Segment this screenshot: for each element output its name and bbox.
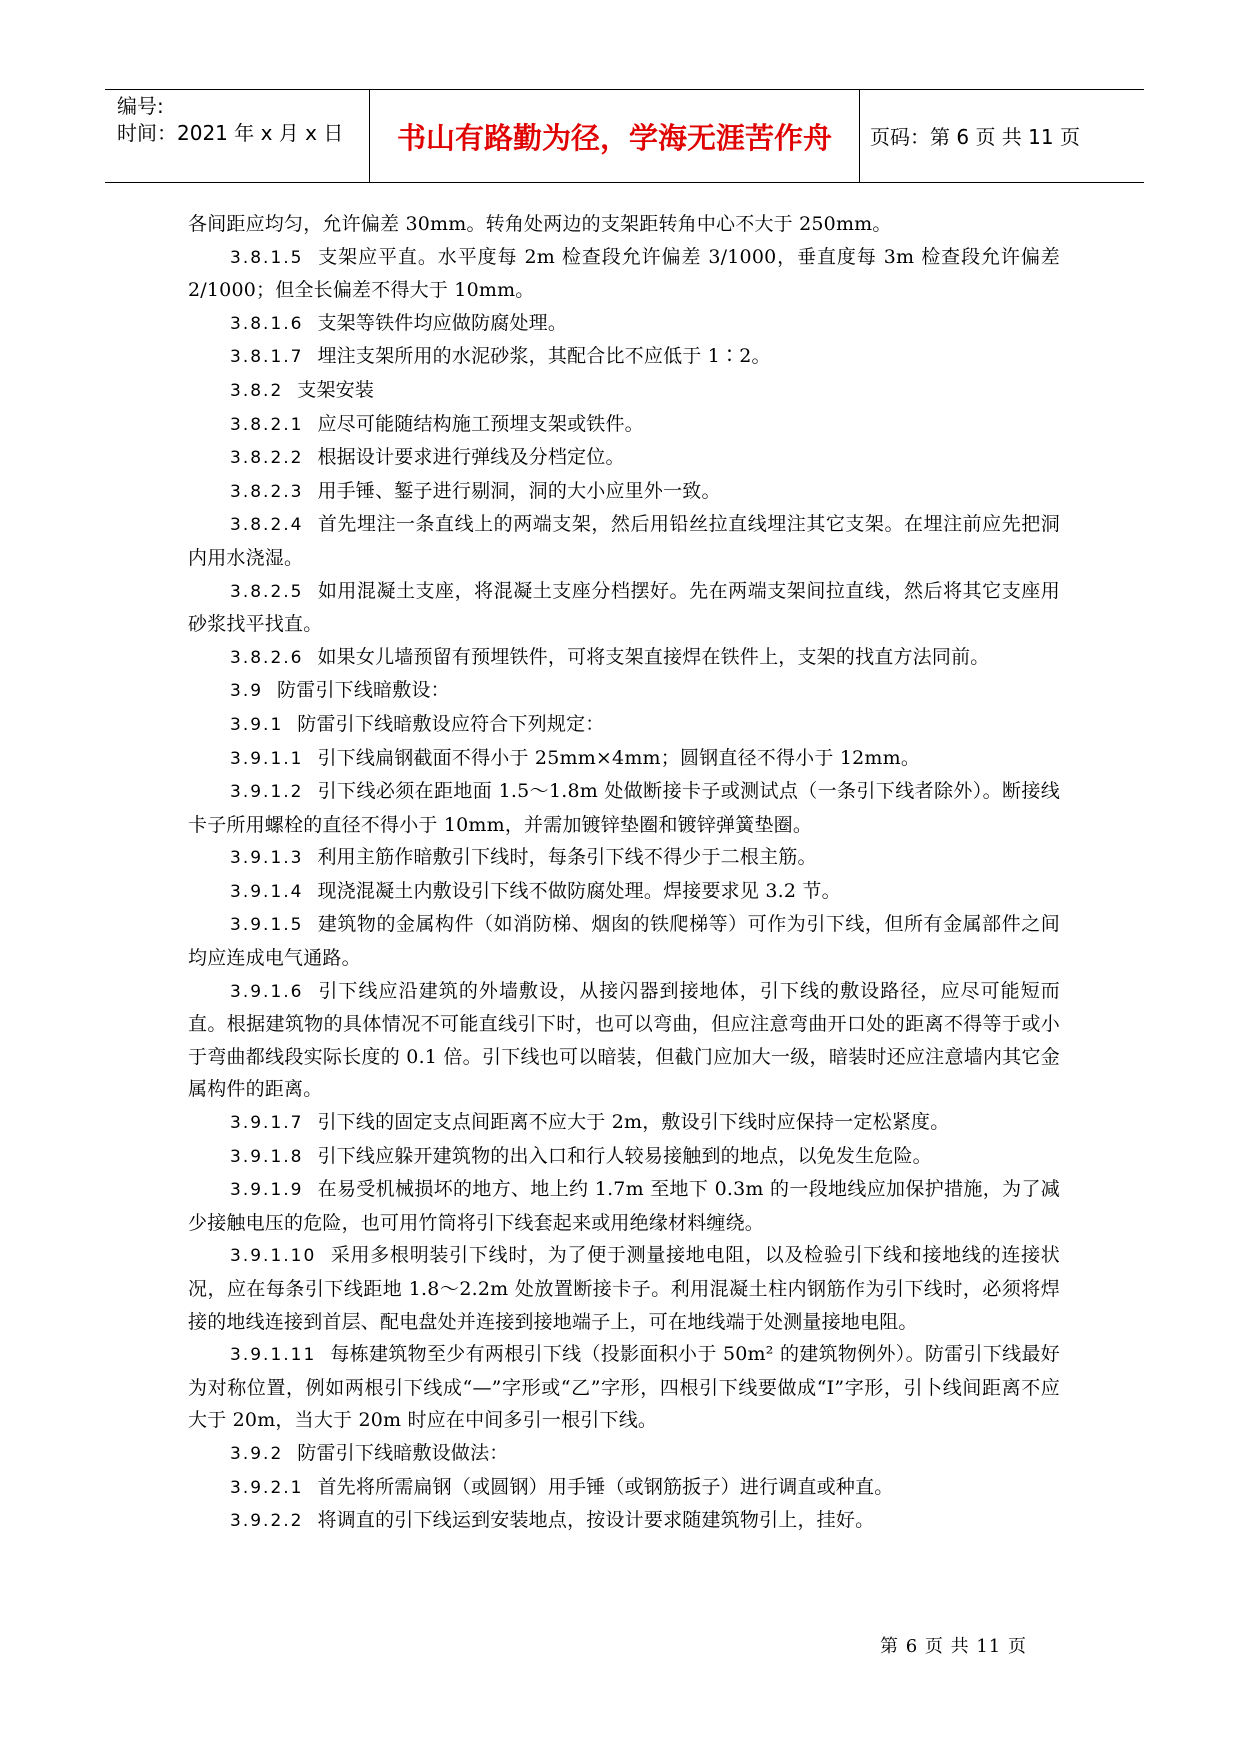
- body-paragraph: [188, 1140, 1060, 1174]
- clause-number: 3.8.2.3: [230, 481, 304, 502]
- clause-text: 各间距应均匀，允许偏差 30mm。转角处两边的支架距转角中心不大于 250mm。: [188, 213, 892, 235]
- clause-number: 3.9.1.7: [230, 1113, 304, 1134]
- clause-text: 引下线应沿建筑的外墙敷设，从接闪器到接地体，引下线的敷设路径，应尽可能短而直。根据建筑物的具体情况不可能直线引下时，也可以弯曲，但应注意弯曲开口处的距离不得等于或小于弯曲都线段实际长度的 0.1 倍。引下线也可以暗装，但截门应加大一级，暗装时还应注意墙内其它金属构件的距离。: [188, 979, 1060, 1101]
- clause-text: 如用混凝土支座，将混凝土支座分档摆好。先在两端支架间拉直线，然后将其它支座用砂浆找平找直。: [188, 579, 1060, 636]
- clause-text: 引下线的固定支点间距离不应大于 2m，敷设引下线时应保持一定松紧度。: [317, 1111, 950, 1134]
- body-paragraph: [188, 641, 1060, 675]
- clause-text: 首先将所需扁钢（或圆钢）用手锤（或钢筋扳子）进行调直或种直。: [317, 1475, 894, 1498]
- clause-text: 将调直的引下线运到安装地点，按设计要求随建筑物引上，挂好。: [317, 1509, 875, 1532]
- body-paragraph: [188, 1106, 1060, 1140]
- footer-page-number: 第 6 页 共 11 页: [880, 1636, 1027, 1657]
- clause-text: 支架等铁件均应做防腐处理。: [317, 311, 568, 334]
- clause-number: 3.8.1.7: [230, 347, 304, 368]
- clause-text: 现浇混凝土内敷设引下线不做防腐处理。焊接要求见 3.2 节。: [317, 879, 841, 902]
- body-paragraph: [188, 775, 1060, 841]
- body-paragraph: [188, 1437, 1060, 1471]
- clause-number: 3.9.2: [230, 1443, 284, 1464]
- clause-number: 3.8.2.1: [230, 414, 304, 435]
- clause-number: 3.8.2: [230, 380, 284, 401]
- header-bottom-rule: [105, 182, 1144, 183]
- clause-number: 3.9.1.11: [230, 1345, 317, 1366]
- clause-text: 在易受机械损坏的地方、地上约 1.7m 至地下 0.3m 的一段地线应加保护措施，为了减少接触电压的危险，也可用竹筒将引下线套起来或用绝缘材料缠绕。: [188, 1178, 1060, 1234]
- clause-text: 支架应平直。水平度每 2m 检查段允许偏差 3/1000，垂直度每 3m 检查段允许偏差 2/1000；但全长偏差不得大于 10mm。: [188, 245, 1060, 302]
- body-paragraph: [188, 975, 1060, 1106]
- document-body: [188, 208, 1060, 1538]
- header-page-label: 页码：第 6 页 共 11 页: [870, 125, 1080, 149]
- body-paragraph: [188, 340, 1060, 374]
- body-paragraph: [188, 1173, 1060, 1239]
- header-serial-label: 编号:: [117, 94, 164, 118]
- body-paragraph: [188, 875, 1060, 909]
- clause-number: 3.9.1.5: [230, 915, 304, 936]
- clause-text: 根据设计要求进行弹线及分档定位。: [317, 446, 625, 469]
- clause-number: 3.8.2.2: [230, 448, 304, 469]
- clause-number: 3.9.1.10: [230, 1246, 317, 1267]
- clause-number: 3.9.1.6: [230, 981, 304, 1002]
- body-paragraph: [188, 208, 1060, 241]
- body-paragraph: [188, 307, 1060, 341]
- clause-text: 防雷引下线暗敷设做法：: [297, 1441, 509, 1464]
- body-paragraph: [188, 841, 1060, 875]
- clause-text: 应尽可能随结构施工预埋支架或铁件。: [317, 412, 644, 435]
- clause-number: 3.9.1.8: [230, 1146, 304, 1167]
- clause-number: 3.9.1: [230, 714, 284, 735]
- body-paragraph: [188, 708, 1060, 742]
- clause-number: 3.8.2.5: [230, 581, 304, 602]
- clause-text: 建筑物的金属构件（如消防梯、烟囱的铁爬梯等）可作为引下线，但所有金属部件之间均应连成电气通路。: [188, 913, 1060, 970]
- clause-number: 3.9: [230, 681, 264, 702]
- clause-text: 如果女儿墙预留有预埋铁件，可将支架直接焊在铁件上，支架的找直方法同前。: [317, 645, 990, 668]
- clause-number: 3.8.2.6: [230, 647, 304, 668]
- clause-number: 3.8.1.5: [230, 247, 304, 268]
- body-paragraph: [188, 1239, 1060, 1338]
- clause-number: 3.8.1.6: [230, 313, 304, 334]
- body-paragraph: [188, 908, 1060, 974]
- body-paragraph: [188, 1338, 1060, 1437]
- body-paragraph: [188, 508, 1060, 574]
- clause-number: 3.9.1.9: [230, 1180, 304, 1201]
- body-paragraph: [188, 374, 1060, 408]
- clause-number: 3.9.1.2: [230, 782, 304, 803]
- body-paragraph: [188, 742, 1060, 776]
- body-paragraph: [188, 441, 1060, 475]
- clause-number: 3.9.1.3: [230, 848, 304, 869]
- body-paragraph: [188, 408, 1060, 442]
- header-time-label: 时间：2021 年 x 月 x 日: [117, 121, 344, 145]
- body-paragraph: [188, 575, 1060, 641]
- clause-text: 埋注支架所用的水泥砂浆，其配合比不应低于 1∶2。: [317, 345, 771, 368]
- clause-number: 3.9.2.2: [230, 1511, 304, 1532]
- body-paragraph: [188, 475, 1060, 509]
- clause-text: 防雷引下线暗敷设应符合下列规定：: [297, 712, 605, 735]
- body-paragraph: [188, 1471, 1060, 1505]
- clause-text: 利用主筋作暗敷引下线时，每条引下线不得少于二根主筋。: [317, 846, 817, 869]
- body-paragraph: [188, 674, 1060, 708]
- header-top-rule: [105, 89, 1144, 90]
- clause-text: 防雷引下线暗敷设：: [277, 679, 450, 702]
- header-motto: 书山有路勤为径，学海无涯苦作舟: [396, 121, 832, 155]
- clause-text: 支架安装: [297, 378, 375, 401]
- clause-number: 3.9.2.1: [230, 1477, 304, 1498]
- clause-text: 每栋建筑物至少有两根引下线（投影面积小于 50m² 的建筑物例外）。防雷引下线最好为对称位置，例如两根引下线成“—”字形或“乙”字形，四根引下线要做成“I”字形，引卜线间距离不应大于 20m，当大于 20m 时应在中间多引一根引下线。: [188, 1343, 1060, 1432]
- clause-text: 引下线扁钢截面不得小于 25mm×4mm；圆钢直径不得小于 12mm。: [317, 746, 921, 769]
- clause-number: 3.9.1.1: [230, 748, 304, 769]
- clause-number: 3.8.2.4: [230, 515, 304, 536]
- clause-text: 引下线应躲开建筑物的出入口和行人较易接触到的地点，以免发生危险。: [317, 1144, 932, 1167]
- header-divider-right: [859, 89, 860, 182]
- clause-text: 用手锤、錾子进行剔洞，洞的大小应里外一致。: [317, 479, 721, 502]
- body-paragraph: [188, 1504, 1060, 1538]
- clause-text: 采用多根明装引下线时，为了便于测量接地电阻，以及检验引下线和接地线的连接状况，应在每条引下线距地 1.8～2.2m 处放置断接卡子。利用混凝土柱内钢筋作为引下线时，必须将焊接的地线连接到首层、配电盘处并连接到接地端子上，可在地线端于处测量接地电阻。: [188, 1244, 1060, 1333]
- clause-text: 首先埋注一条直线上的两端支架，然后用铅丝拉直线埋注其它支架。在埋注前应先把洞内用水浇湿。: [188, 513, 1060, 569]
- body-paragraph: [188, 241, 1060, 307]
- clause-number: 3.9.1.4: [230, 881, 304, 902]
- clause-text: 引下线必须在距地面 1.5～1.8m 处做断接卡子或测试点（一条引下线者除外）。断接线卡子所用螺栓的直径不得小于 10mm，并需加镀锌垫圈和镀锌弹簧垫圈。: [188, 780, 1060, 836]
